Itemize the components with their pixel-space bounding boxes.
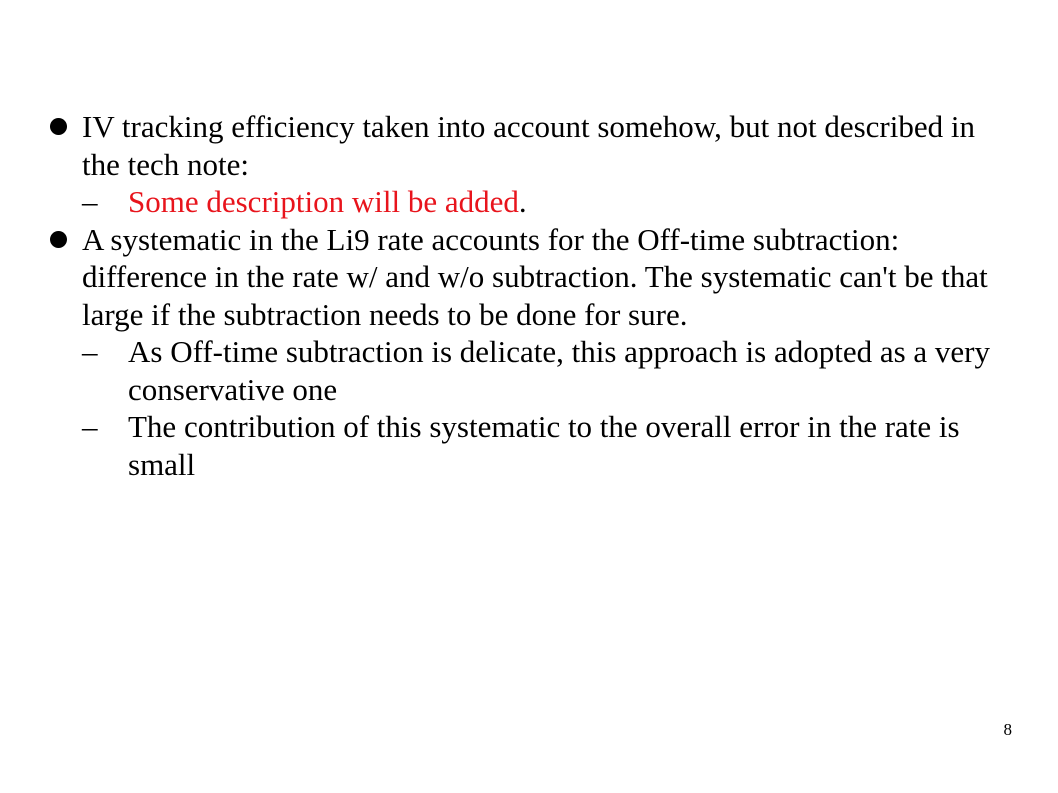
bullet-dot-icon — [50, 118, 67, 135]
bullet-dot-icon — [50, 231, 67, 248]
sub-item-description — [46, 183, 1036, 221]
sub-item-text-red: Some description will be added — [128, 184, 519, 219]
dash-marker: – — [82, 334, 98, 369]
bullet-item-iv-tracking — [46, 108, 1036, 183]
sub-item-text: The contribution of this systematic to the overall error in the rate is small — [128, 409, 960, 482]
bullet-item-li9-systematic — [46, 221, 1036, 334]
sub-item-trailing-period: . — [518, 184, 527, 219]
dash-marker: – — [82, 184, 98, 219]
bullet-text: IV tracking efficiency taken into account somehow, but not described in the tech note: — [82, 109, 975, 182]
sub-item-text: As Off-time subtraction is delicate, this approach is adopted as a very conservative one — [128, 334, 991, 407]
bullet-text: A systematic in the Li9 rate accounts for the Off-time subtraction: difference in the rate w/ and w/o subtraction. The systematic can't be that large if the subtraction needs to be done for sure. — [82, 221, 988, 332]
sub-item-contribution — [46, 408, 1036, 483]
dash-marker: – — [82, 409, 98, 444]
sub-item-conservative — [46, 333, 1036, 408]
slide-body — [46, 108, 1036, 483]
page-number: 8 — [1003, 720, 1012, 739]
